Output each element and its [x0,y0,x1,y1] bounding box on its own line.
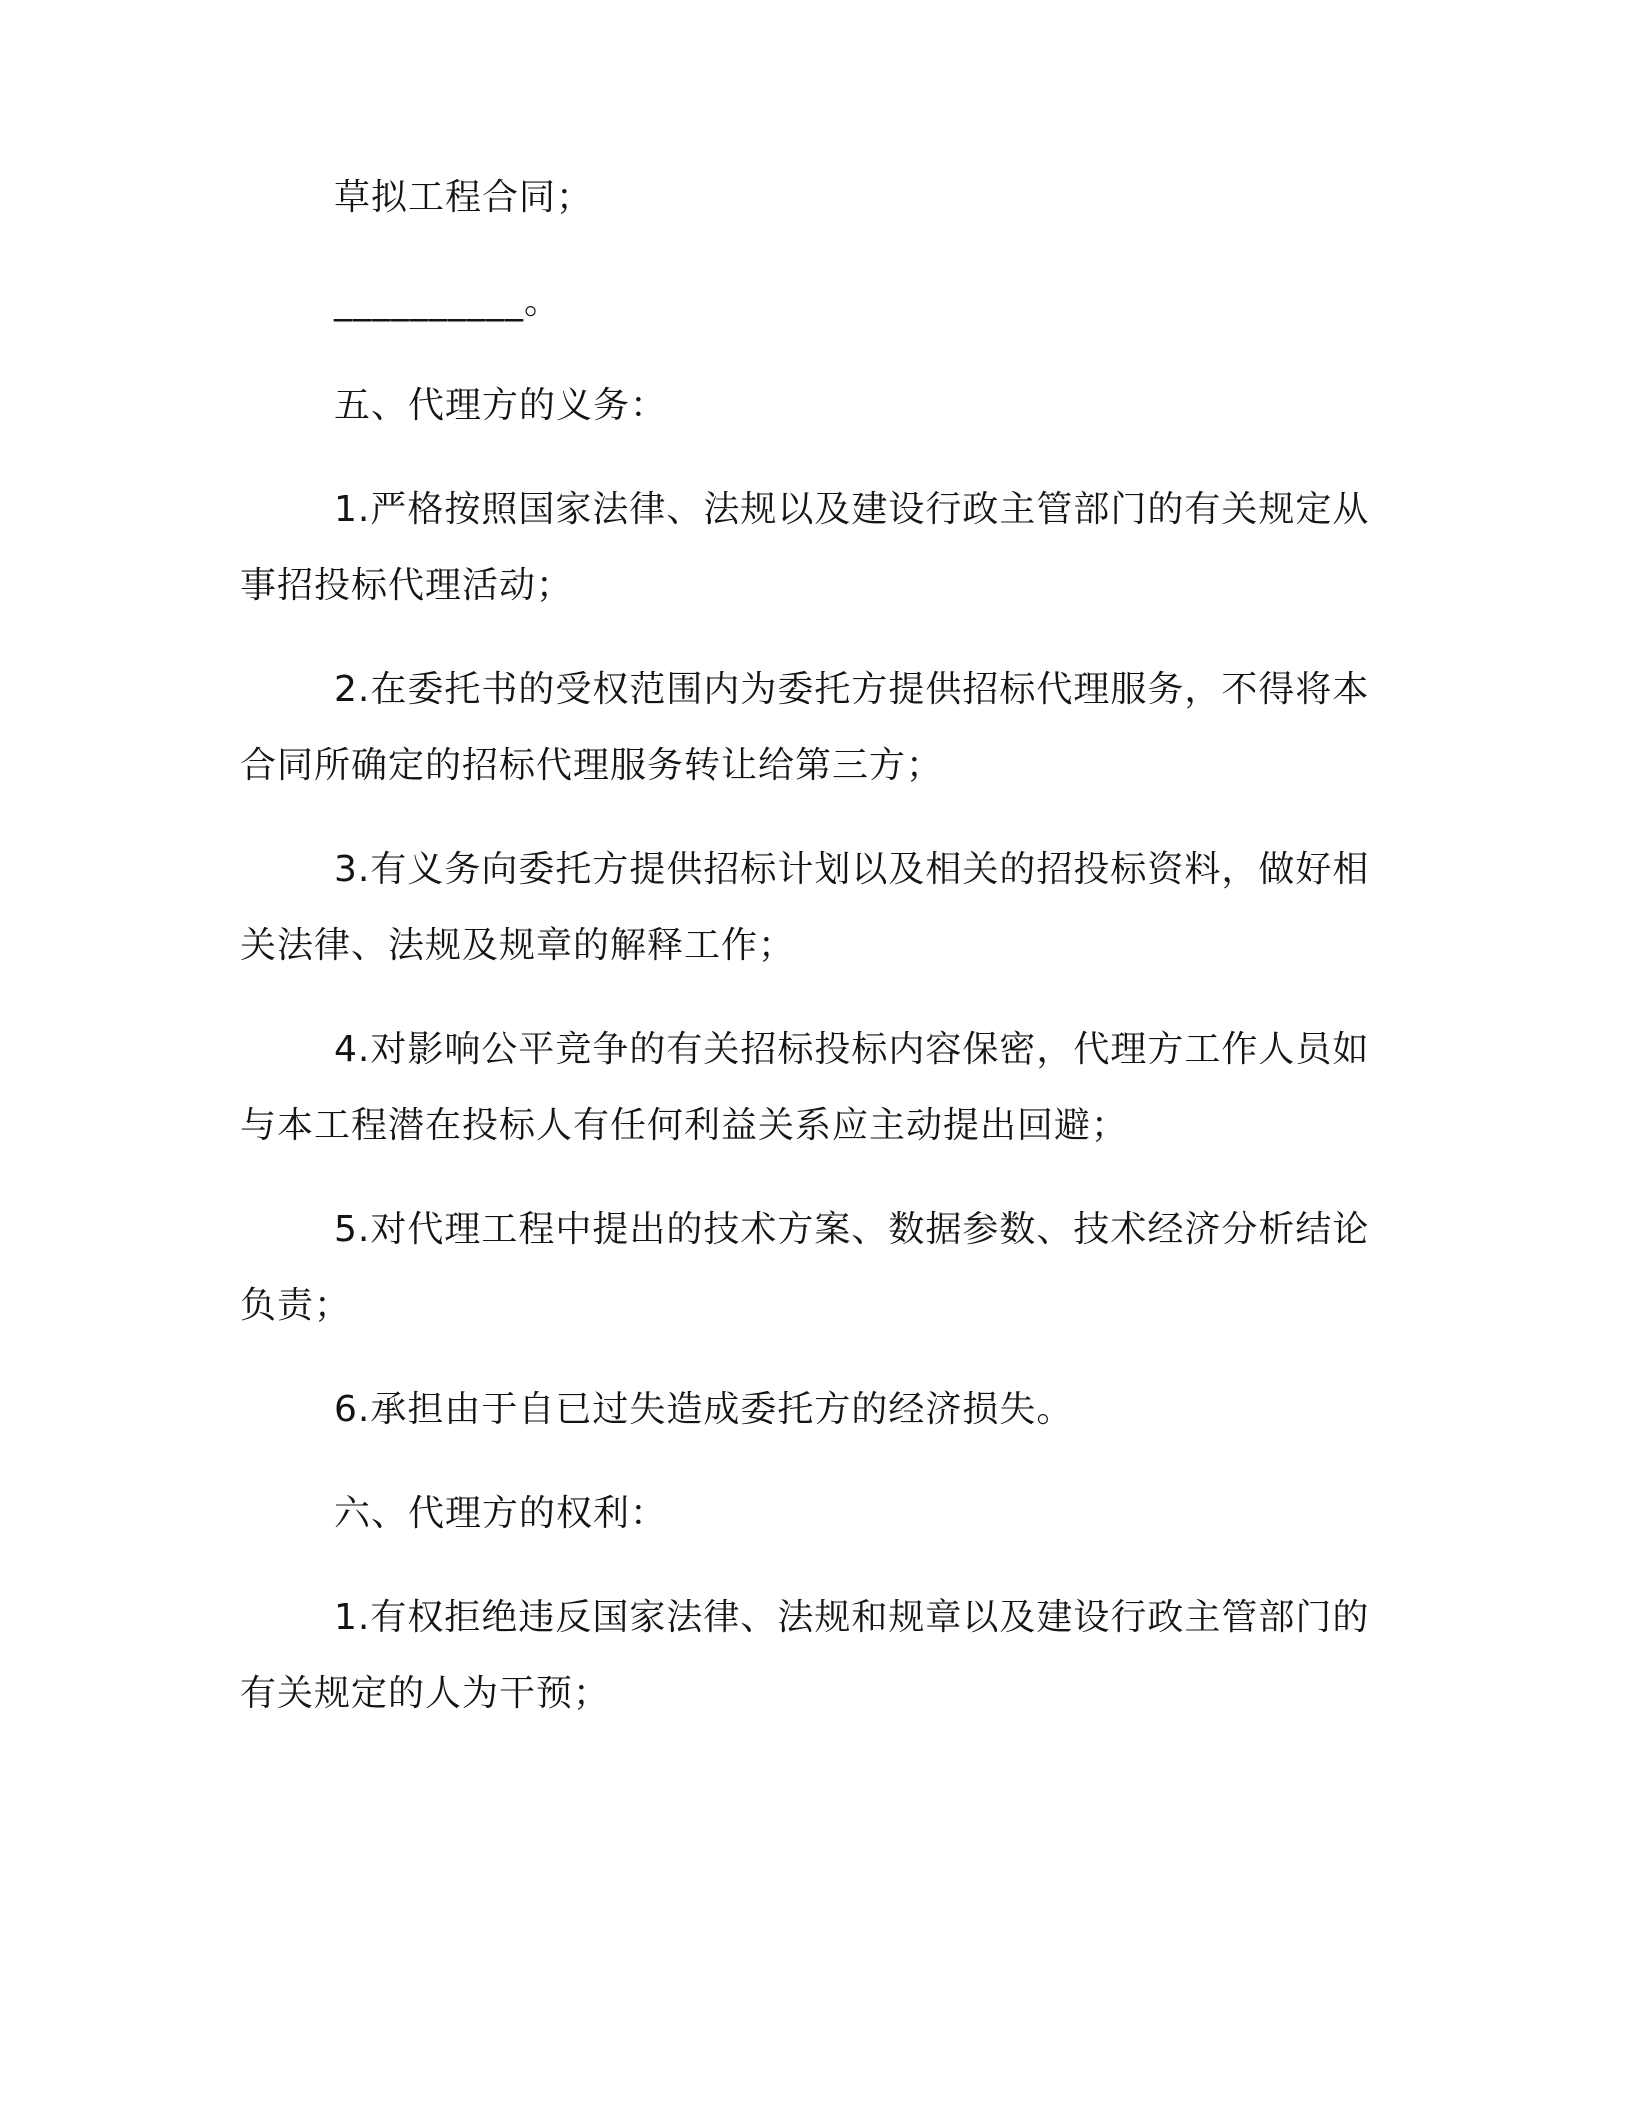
section-heading-agent-rights: 六、代理方的权利： [334,1493,668,1534]
document-body [240,160,1370,1732]
rights-item-1: 1.有权拒绝违反国家法律、法规和规章以及建设行政主管部门的有关规定的人为干预； [240,1597,1370,1714]
section-heading-agent-obligations: 五、代理方的义务： [334,385,668,426]
obligation-item-3: 3.有义务向委托方提供招标计划以及相关的招投标资料，做好相关法律、法规及规章的解释工作； [240,849,1370,966]
obligation-item-1: 1.严格按照国家法律、法规以及建设行政主管部门的有关规定从事招投标代理活动； [240,489,1370,606]
obligation-item-6: 6.承担由于自已过失造成委托方的经济损失。 [334,1389,1074,1430]
obligation-item-5: 5.对代理工程中提出的技术方案、数据参数、技术经济分析结论负责； [240,1209,1370,1326]
paragraph-draft-contract: 草拟工程合同； [334,177,594,218]
paragraph-blank-line: __________。 [334,281,562,322]
obligation-item-4: 4.对影响公平竞争的有关招标投标内容保密，代理方工作人员如与本工程潜在投标人有任何利益关系应主动提出回避； [240,1029,1370,1146]
obligation-item-2: 2.在委托书的受权范围内为委托方提供招标代理服务，不得将本合同所确定的招标代理服务转让给第三方； [240,669,1370,786]
